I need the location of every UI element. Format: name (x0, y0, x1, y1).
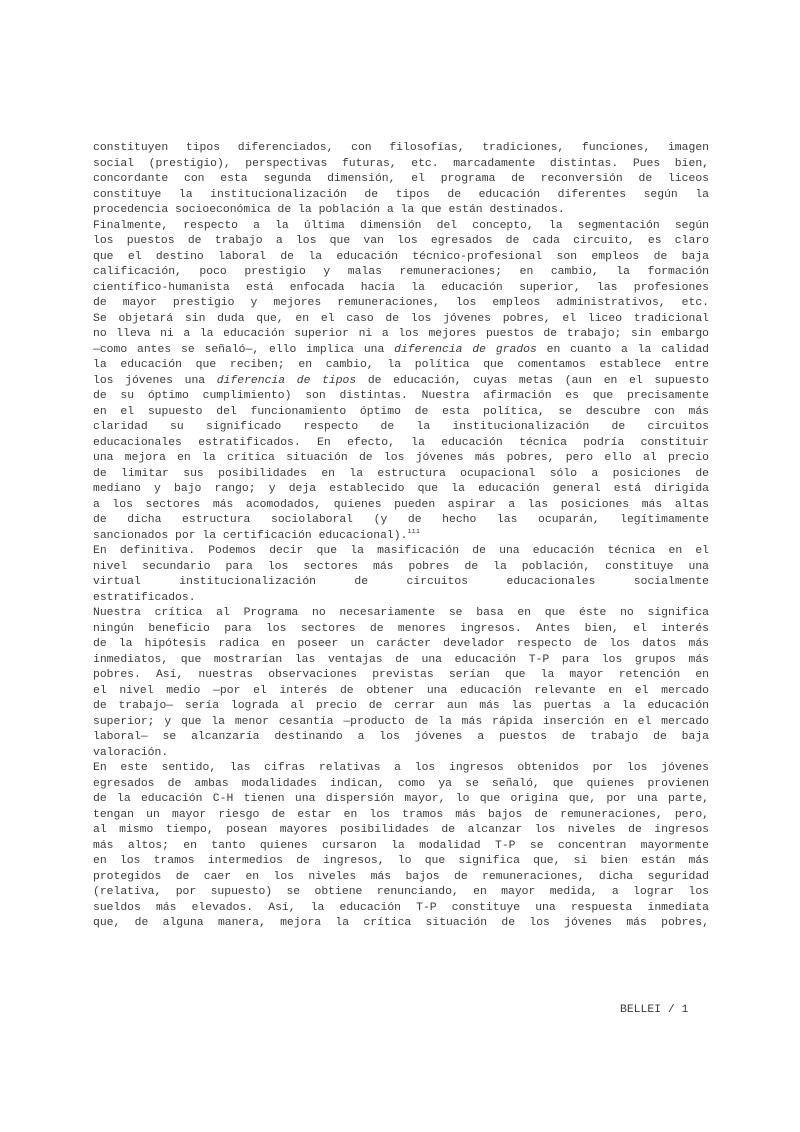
text-line: de la hipótesis radica en poseer un carácter develador respecto de los datos más (93, 638, 709, 650)
text-line: valoración. (93, 746, 169, 759)
paragraph-1 (93, 141, 709, 219)
text-line: Nuestra crítica al Programa no necesariamente se basa en que éste no significa (93, 607, 709, 619)
text-line: educacionales estratificados. En efecto, la educación técnica podría constituir (93, 436, 709, 449)
text-segment: de educación, cuyas metas (aun en el supuesto (356, 374, 709, 387)
text-line: constituye la institucionalización de tipos de educación diferentes según la (93, 188, 709, 201)
text-line: mediano y bajo rango; y deja establecido que la educación general está dirigida (93, 483, 709, 495)
text-line: de limitar sus posibilidades en la estructura ocupacional sólo a posiciones de (93, 467, 709, 480)
text-line: Se objetará sin duda que, en el caso de los jóvenes pobres, el liceo tradicional (93, 312, 709, 325)
text-line: social (prestigio), perspectivas futuras, etc. marcadamente distintas. Pues bien, (93, 157, 709, 170)
text-line: egresados de ambas modalidades indican, como ya se señaló, que quienes provienen (93, 777, 709, 790)
paragraph-4 (93, 606, 709, 761)
footnote-marker[interactable]: iii (407, 528, 421, 536)
text-line: procedencia socioeconómica de la población a la que están destinados. (93, 204, 565, 216)
text-line: más altos; en tanto quienes cursaron la modalidad T-P se concentran mayormente (93, 839, 709, 852)
text-line: constituyen tipos diferenciados, con filosofías, tradiciones, funciones, imagen (93, 142, 709, 154)
text-line: la educación que reciben; en cambio, la política que comentamos establece entre (93, 359, 709, 371)
text-segment: los jóvenes una (93, 374, 217, 387)
paragraph-2 (93, 219, 709, 545)
text-line: de su óptimo cumplimiento) son distintas. Nuestra afirmación es que precisamente (93, 390, 709, 402)
text-line: una mejora en la crítica situación de los jóvenes más pobres, pero ello al precio (93, 452, 709, 464)
text-line: concordante con esta segunda dimensión, el programa de reconversión de liceos (93, 173, 709, 185)
text-line: Finalmente, respecto a la última dimensión del concepto, la segmentación según (93, 219, 709, 232)
text-line: sueldos más elevados. Así, la educación T-P constituye una respuesta inmediata (93, 901, 709, 914)
paragraph-3 (93, 544, 709, 606)
text-line: que el destino laboral de la educación técnico-profesional son empleos de baja (93, 250, 709, 263)
text-line: superior; y que la menor cesantía —producto de la más rápida inserción en el mercado (93, 715, 709, 728)
text-line: inmediatos, que mostrarían las ventajas de una educación T-P para los grupos más (93, 653, 709, 666)
text-line (93, 374, 709, 390)
text-line: tengan un mayor riesgo de estar en los tramos más bajos de remuneraciones, pero, (93, 808, 709, 821)
text-line: de trabajo— sería lograda al precio de cerrar aun más las puertas a la educación (93, 700, 709, 712)
text-line: a los sectores más acomodados, quienes pueden aspirar a las posiciones más altas (93, 498, 709, 511)
text-segment: sancionados por la certificación educacional). (93, 529, 408, 542)
text-segment: —como antes se señaló—, ello implica una (93, 343, 395, 356)
emphasis-text: diferencia de tipos (216, 374, 357, 387)
emphasis-text: diferencia de grados (394, 343, 537, 356)
text-line: no lleva ni a la educación superior ni a los mejores puestos de trabajo; sin embargo (93, 328, 709, 340)
text-line: laboral— se alcanzaría destinando a los jóvenes a puestos de trabajo de baja (93, 731, 709, 743)
text-line (93, 343, 709, 359)
text-line: que, de alguna manera, mejora la crítica situación de los jóvenes más pobres, (93, 917, 709, 929)
text-line (93, 529, 709, 545)
page-footer: BELLEI / 1 (620, 1004, 689, 1016)
text-line: protegidos de caer en los niveles más bajos de remuneraciones, dicha seguridad (93, 870, 709, 883)
text-line: claridad su significado respecto de la institucionalización de circuitos (93, 421, 709, 433)
text-line: ningún beneficio para los sectores de menores ingresos. Antes bien, el interés (93, 622, 709, 635)
paragraph-5 (93, 761, 709, 932)
text-line: científico-humanista está enfocada hacia la educación superior, las profesiones (93, 281, 709, 294)
text-line: los puestos de trabajo a los que van los egresados de cada circuito, es claro (93, 235, 709, 247)
text-line: En definitiva. Podemos decir que la masificación de una educación técnica en el (93, 545, 709, 557)
text-line: virtual institucionalización de circuitos educacionales socialmente (93, 576, 709, 588)
text-line: al mismo tiempo, posean mayores posibilidades de alcanzar los niveles de ingresos (93, 824, 709, 836)
text-line: de la educación C-H tienen una dispersión mayor, lo que origina que, por una parte, (93, 793, 709, 805)
text-line: en el supuesto del funcionamiento óptimo de esta política, se descubre con más (93, 405, 709, 418)
text-line: en los tramos intermedios de ingresos, lo que significa que, si bien están más (93, 855, 709, 867)
text-line: el nivel medio —por el interés de obtener una educación relevante en el mercado (93, 684, 709, 697)
text-line: pobres. Así, nuestras observaciones previstas serían que la mayor retención en (93, 669, 709, 681)
text-line: estratificados. (93, 591, 196, 604)
text-line: calificación, poco prestigio y malas remuneraciones; en cambio, la formación (93, 266, 709, 278)
text-line: de mayor prestigio y mejores remuneraciones, los empleos administrativos, etc. (93, 297, 709, 309)
text-line: de dicha estructura sociolaboral (y de hecho las ocuparán, legítimamente (93, 514, 709, 526)
text-line: nivel secundario para los sectores más pobres de la población, constituye una (93, 560, 709, 573)
text-line: En este sentido, las cifras relativas a los ingresos obtenidos por los jóvenes (93, 762, 709, 774)
document-body (93, 141, 709, 932)
text-line: (relativa, por supuesto) se obtiene renunciando, en mayor medida, a lograr los (93, 886, 709, 898)
text-segment: en cuanto a la calidad (536, 343, 709, 356)
